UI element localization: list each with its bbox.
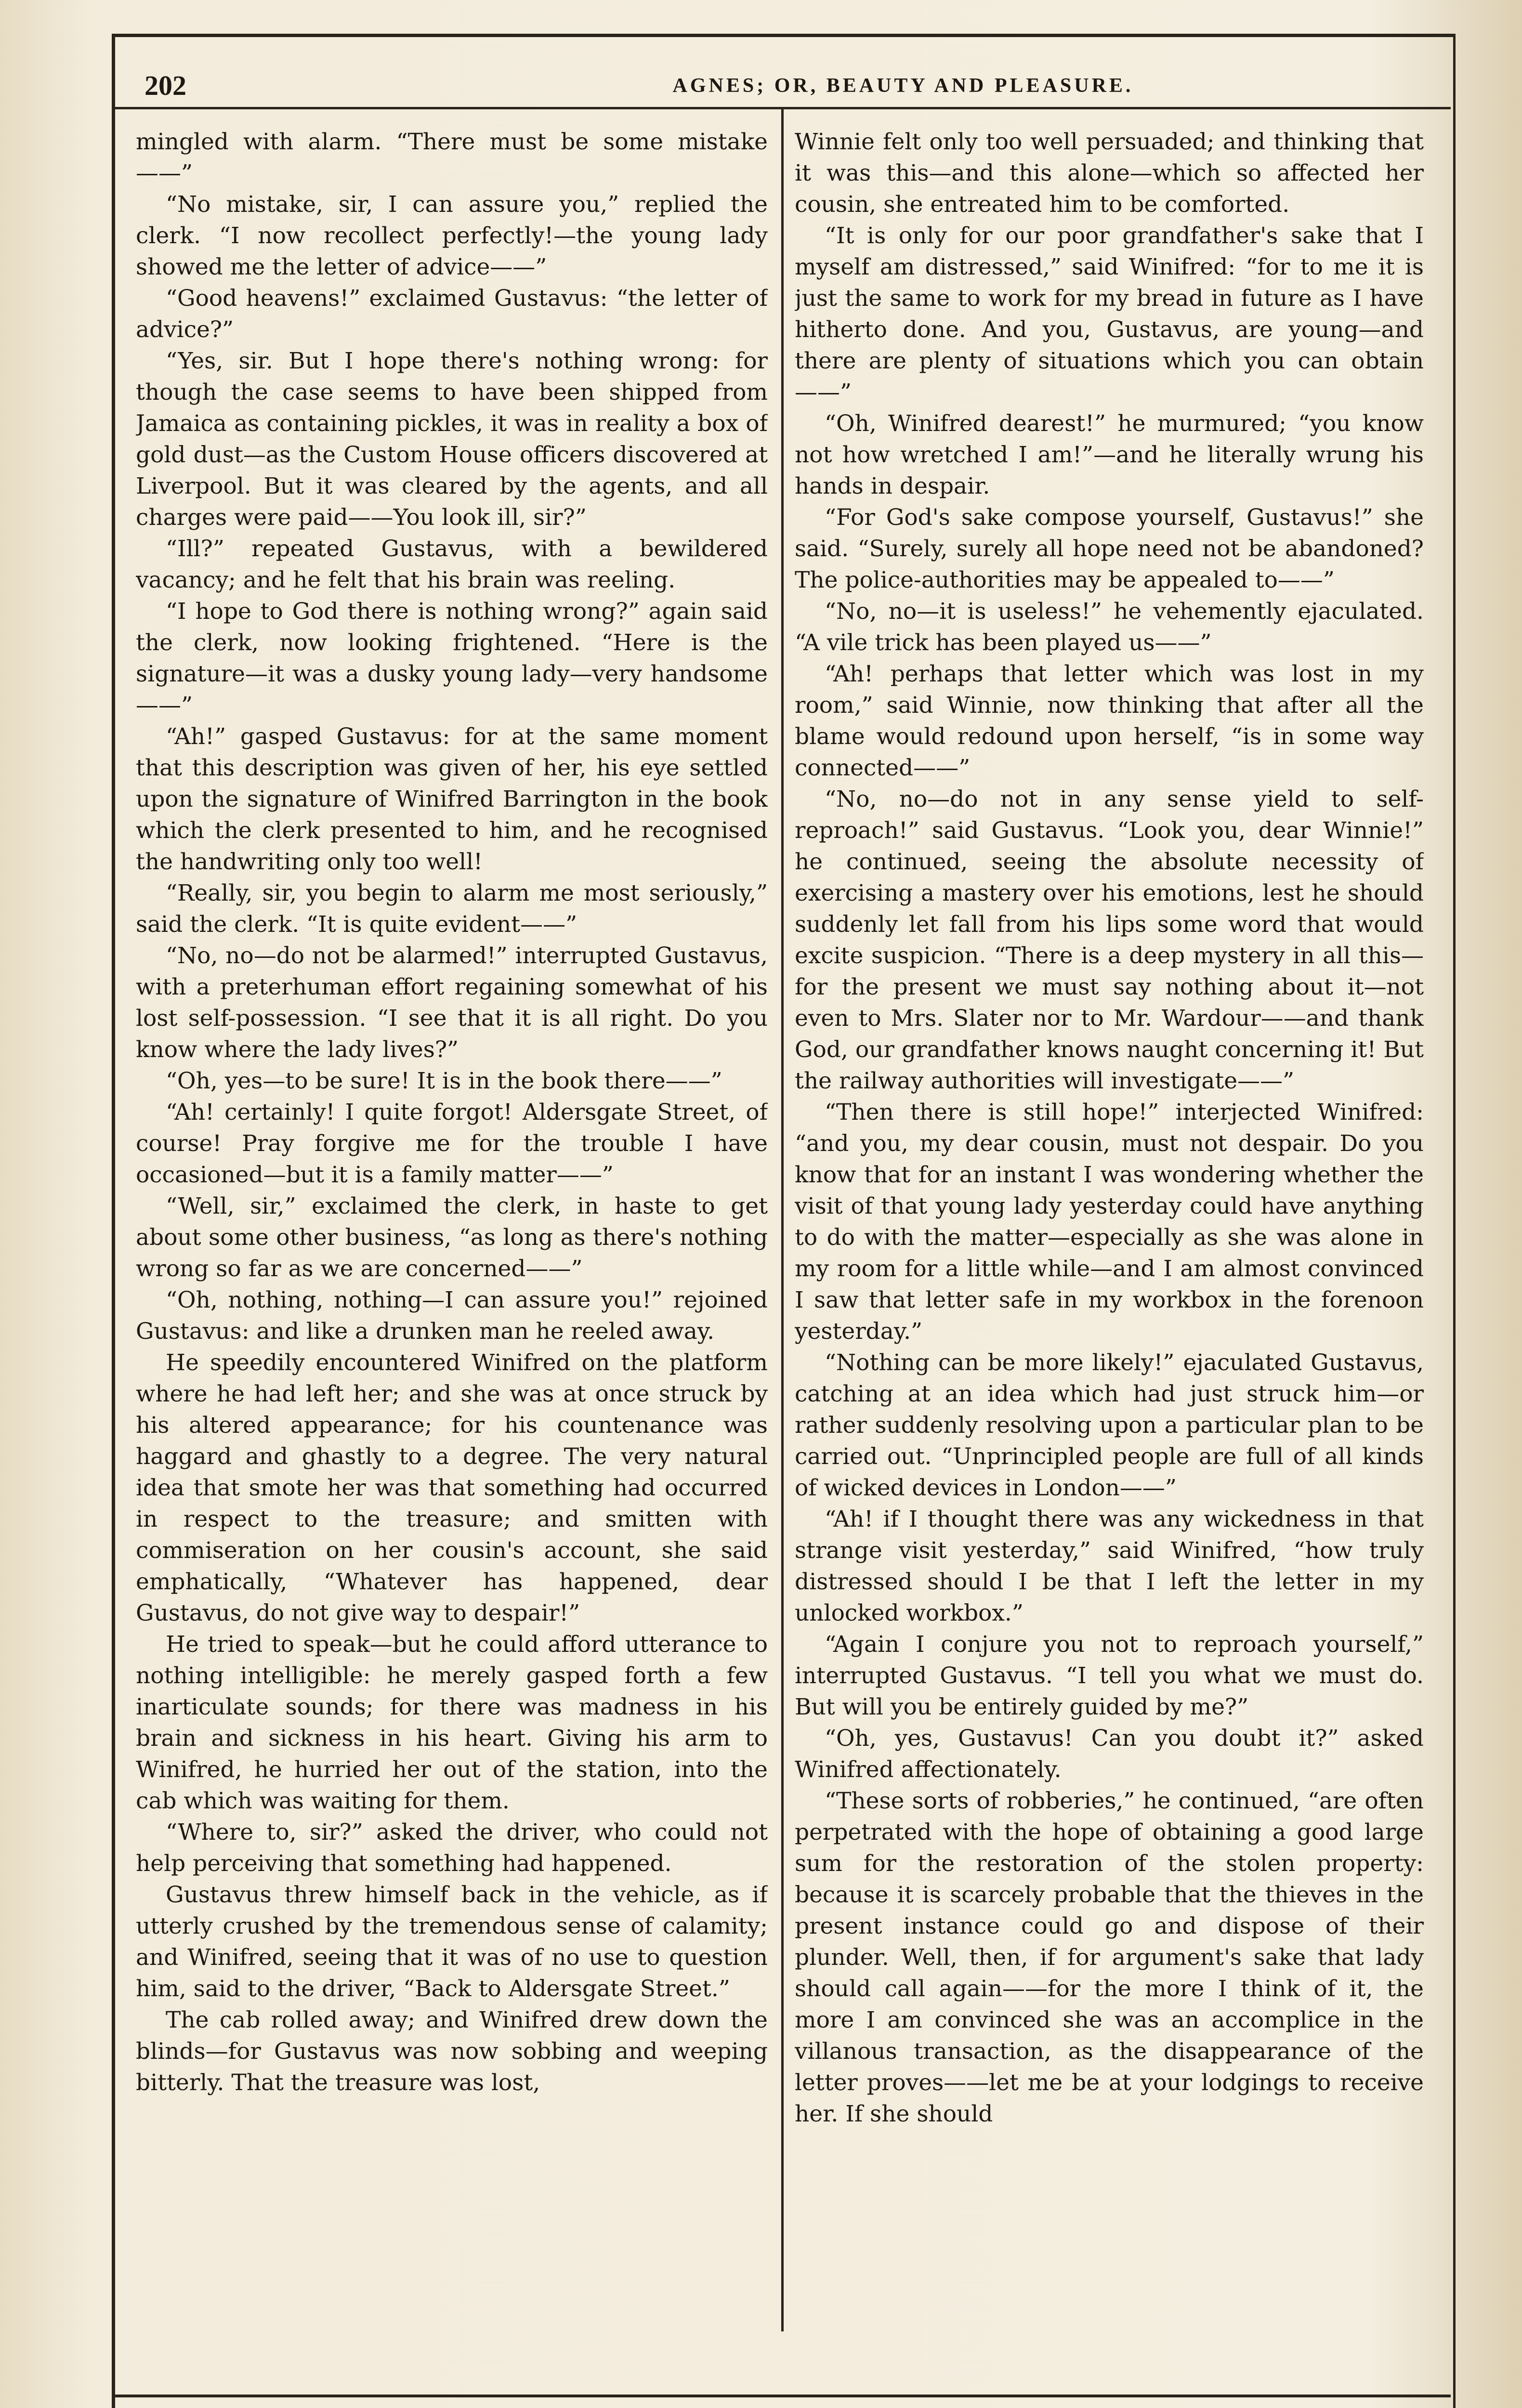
paragraph: “Ah! if I thought there was any wickedness in that strange visit yesterday,” said Winifred, “how truly distressed should I be that I left the letter in my unlocked workbox.” <box>795 1506 1424 1626</box>
bottom-rule <box>112 2395 1451 2397</box>
paragraph: “Ah! certainly! I quite forgot! Aldersgate Street, of course! Pray forgive me for the trouble I have occasioned—but it is a family matter——” <box>136 1099 768 1188</box>
paragraph: “For God's sake compose yourself, Gustavus!” she said. “Surely, surely all hope need not be abandoned? The police-authorities may be appealed to——” <box>795 504 1424 593</box>
paragraph: “Again I conjure you not to reproach yourself,” interrupted Gustavus. “I tell you what we must do. But will you be entirely guided by me?” <box>795 1631 1424 1720</box>
paragraph: “Oh, yes, Gustavus! Can you doubt it?” asked Winifred affectionately. <box>795 1725 1424 1783</box>
paragraph: He speedily encountered Winifred on the platform where he had left her; and she was at once struck by his altered appearance; for his countenance was haggard and ghastly to a degree. The very natural idea that smote her was that something had occurred in respect to the treasure; and smitten with commiseration on her cousin's account, she said emphatically, “Whatever has happened, dear Gustavus, do not give way to despair!” <box>136 1349 768 1626</box>
paragraph: “No, no—do not in any sense yield to self-reproach!” said Gustavus. “Look you, dear Winnie!” he continued, seeing the absolute necessity of exercising a mastery over his emotions, lest he should suddenly let fall from his lips some word that would excite suspicion. “There is a deep mystery in all this—for the present we must say nothing about it—not even to Mrs. Slater nor to Mr. Wardour——and thank God, our grandfather knows naught concerning it! But the railway authorities will investigate——” <box>795 786 1424 1094</box>
text-column-right <box>795 126 1424 2327</box>
paragraph: He tried to speak—but he could afford utterance to nothing intelligible: he merely gasped forth a few inarticulate sounds; for there was madness in his brain and sickness in his heart. Giving his arm to Winifred, he hurried her out of the station, into the cab which was waiting for them. <box>136 1631 768 1814</box>
paragraph: Winnie felt only too well persuaded; and thinking that it was this—and this alone—which so affected her cousin, she entreated him to be comforted. <box>795 129 1424 218</box>
paragraph: “Ah! perhaps that letter which was lost in my room,” said Winnie, now thinking that after all the blame would redound upon herself, “is in some way connected——” <box>795 661 1424 781</box>
page-number: 202 <box>144 70 186 101</box>
page-header <box>144 66 1430 113</box>
text-column-left <box>136 126 768 2327</box>
paragraph: “Ah!” gasped Gustavus: for at the same moment that this description was given of her, his eye settled upon the signature of Winifred Barrington in the book which the clerk presented to him, and he recognised the handwriting only too well! <box>136 723 768 875</box>
paragraph: “Nothing can be more likely!” ejaculated Gustavus, catching at an idea which had just struck him—or rather suddenly resolving upon a particular plan to be carried out. “Unprincipled people are full of all kinds of wicked devices in London——” <box>795 1349 1424 1501</box>
paragraph: “Good heavens!” exclaimed Gustavus: “the letter of advice?” <box>136 285 768 343</box>
paragraph: “Well, sir,” exclaimed the clerk, in haste to get about some other business, “as long as there's nothing wrong so far as we are concerned——” <box>136 1193 768 1282</box>
column-divider <box>781 109 784 2331</box>
paragraph: “Oh, nothing, nothing—I can assure you!” rejoined Gustavus: and like a drunken man he reeled away. <box>136 1287 768 1345</box>
paragraph: “Yes, sir. But I hope there's nothing wrong: for though the case seems to have been shipped from Jamaica as containing pickles, it was in reality a box of gold dust—as the Custom House officers discovered at Liverpool. But it was cleared by the agents, and all charges were paid——You look ill, sir?” <box>136 348 768 531</box>
paragraph: The cab rolled away; and Winifred drew down the blinds—for Gustavus was now sobbing and weeping bitterly. That the treasure was lost, <box>136 2007 768 2096</box>
paragraph: “I hope to God there is nothing wrong?” again said the clerk, now looking frightened. “Here is the signature—it was a dusky young lady—very handsome——” <box>136 598 768 719</box>
paragraph: mingled with alarm. “There must be some mistake——” <box>136 129 768 186</box>
paragraph: “Oh, yes—to be sure! It is in the book there——” <box>166 1068 722 1094</box>
paragraph: “Then there is still hope!” interjected Winifred: “and you, my dear cousin, must not despair. Do you know that for an instant I was wondering whether the visit of that young lady yesterday could have anything to do with the matter—especially as she was alone in my room for a little while—and I am almost convinced I saw that letter safe in my workbox in the forenoon yesterday.” <box>795 1099 1424 1345</box>
paragraph: “No, no—do not be alarmed!” interrupted Gustavus, with a preterhuman effort regaining somewhat of his lost self-possession. “I see that it is all right. Do you know where the lady lives?” <box>136 942 768 1063</box>
paragraph: Gustavus threw himself back in the vehicle, as if utterly crushed by the tremendous sense of calamity; and Winifred, seeing that it was of no use to question him, said to the driver, “Back to Aldersgate Street.” <box>136 1882 768 2002</box>
running-title: AGNES; OR, BEAUTY AND PLEASURE. <box>672 75 1134 97</box>
paragraph: “No mistake, sir, I can assure you,” replied the clerk. “I now recollect perfectly!—the young lady showed me the letter of advice——” <box>136 191 768 280</box>
paragraph: “Really, sir, you begin to alarm me most seriously,” said the clerk. “It is quite evident——” <box>136 880 768 938</box>
paragraph: “It is only for our poor grandfather's sake that I myself am distressed,” said Winifred: “for to me it is just the same to work for my bread in future as I have hitherto done. And you, Gustavus, are young—and there are plenty of situations which you can obtain——” <box>795 222 1424 406</box>
paragraph: “Oh, Winifred dearest!” he murmured; “you know not how wretched I am!”—and he literally wrung his hands in despair. <box>795 410 1424 499</box>
paragraph: “No, no—it is useless!” he vehemently ejaculated. “A vile trick has been played us——” <box>795 598 1424 656</box>
paragraph: “Ill?” repeated Gustavus, with a bewildered vacancy; and he felt that his brain was reeling. <box>136 536 768 593</box>
paragraph: “These sorts of robberies,” he continued, “are often perpetrated with the hope of obtaining a good large sum for the restoration of the stolen property: because it is scarcely probable that the thieves in the present instance could go and dispose of their plunder. Well, then, if for argument's sake that lady should call again——for the more I think of it, the more I am convinced she was an accomplice in the villanous transaction, as the disappearance of the letter proves——let me be at your lodgings to receive her. If she should <box>795 1788 1424 2127</box>
paragraph: “Where to, sir?” asked the driver, who could not help perceiving that something had happened. <box>136 1819 768 1877</box>
